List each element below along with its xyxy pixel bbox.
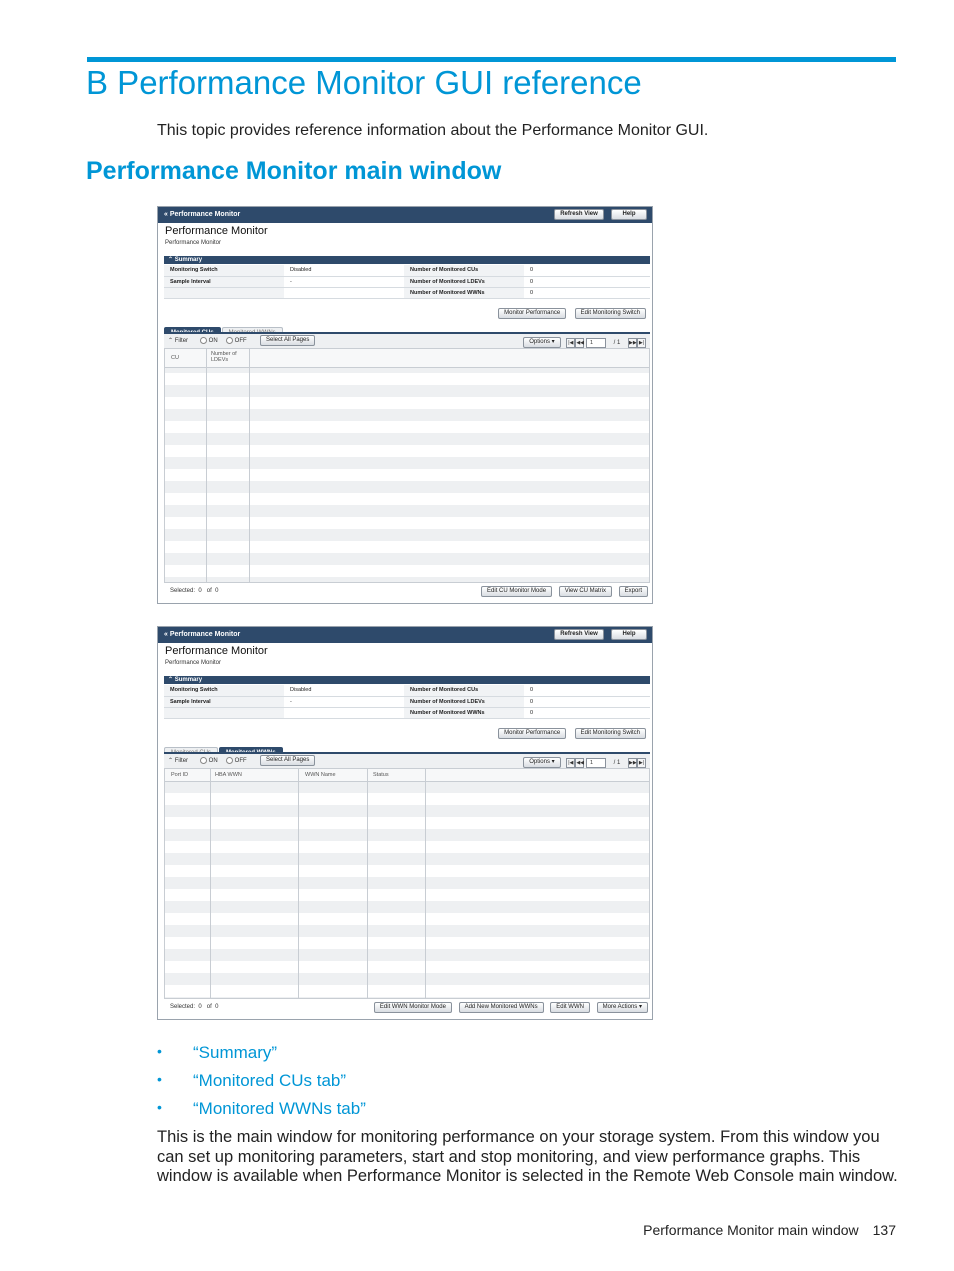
collapse-icon: ⌃ bbox=[168, 338, 174, 344]
monitored-wwns-label: Number of Monitored WWNs bbox=[404, 707, 524, 718]
last-page-icon[interactable]: ▶| bbox=[638, 759, 645, 766]
window-subheading: Performance Monitor bbox=[165, 660, 222, 666]
summary-table bbox=[164, 265, 650, 299]
page-total: / 1 bbox=[613, 339, 621, 346]
monitored-cus-label: Number of Monitored CUs bbox=[404, 265, 524, 276]
cu-table bbox=[164, 348, 650, 583]
table-footer bbox=[164, 1001, 650, 1015]
column-header[interactable]: WWN Name bbox=[305, 772, 336, 778]
help-button[interactable]: Help bbox=[611, 629, 647, 640]
bullet-icon: • bbox=[157, 1043, 162, 1059]
list-item bbox=[157, 1043, 366, 1071]
monitoring-switch-value: Disabled bbox=[284, 685, 404, 696]
edit-wwn-monitor-mode-button[interactable]: Edit WWN Monitor Mode bbox=[374, 1002, 452, 1013]
export-button[interactable]: Export bbox=[619, 586, 648, 597]
sample-interval-value: - bbox=[284, 696, 404, 707]
edit-wwn-button[interactable]: Edit WWN bbox=[550, 1002, 590, 1013]
monitored-wwns-label: Number of Monitored WWNs bbox=[404, 287, 524, 298]
monitored-ldevs-label: Number of Monitored LDEVs bbox=[404, 276, 524, 287]
monitored-ldevs-value: 0 bbox=[524, 276, 650, 287]
edit-cu-monitor-mode-button[interactable]: Edit CU Monitor Mode bbox=[481, 586, 552, 597]
monitoring-switch-label: Monitoring Switch bbox=[164, 685, 284, 696]
screenshot-monitored-cus bbox=[157, 206, 653, 604]
monitoring-switch-value: Disabled bbox=[284, 265, 404, 276]
sample-interval-value: - bbox=[284, 276, 404, 287]
window-heading: Performance Monitor bbox=[165, 645, 268, 657]
list-item bbox=[157, 1099, 366, 1127]
window-title: « Performance Monitor bbox=[164, 631, 241, 638]
collapse-icon: ⌃ bbox=[168, 677, 174, 683]
window-titlebar bbox=[158, 207, 652, 223]
selected-count: Selected: 0 of 0 bbox=[170, 588, 219, 594]
wwn-table bbox=[164, 768, 650, 999]
monitored-ldevs-label: Number of Monitored LDEVs bbox=[404, 696, 524, 707]
more-actions-button[interactable]: More Actions ▾ bbox=[597, 1002, 648, 1013]
monitor-performance-button[interactable]: Monitor Performance bbox=[498, 308, 566, 319]
monitored-cus-tab-link[interactable]: “Monitored CUs tab” bbox=[193, 1071, 347, 1090]
bullet-icon: • bbox=[157, 1099, 162, 1115]
list-item bbox=[157, 1071, 366, 1099]
window-title: « Performance Monitor bbox=[164, 211, 241, 218]
first-page-icon[interactable]: |◀ bbox=[568, 339, 574, 346]
edit-monitoring-switch-button[interactable]: Edit Monitoring Switch bbox=[575, 728, 646, 739]
summary-header[interactable]: ⌃ Summary bbox=[164, 676, 650, 684]
link-list bbox=[157, 1043, 366, 1127]
table-header bbox=[165, 769, 649, 782]
radio-icon bbox=[226, 757, 233, 764]
collapse-icon: ⌃ bbox=[168, 257, 174, 263]
monitored-cus-label: Number of Monitored CUs bbox=[404, 685, 524, 696]
edit-monitoring-switch-button[interactable]: Edit Monitoring Switch bbox=[575, 308, 646, 319]
table-header bbox=[165, 349, 649, 368]
options-button[interactable]: Options ▾ bbox=[523, 337, 560, 348]
refresh-view-button[interactable]: Refresh View bbox=[554, 209, 604, 220]
monitored-ldevs-value: 0 bbox=[524, 696, 650, 707]
filter-off-radio[interactable]: OFF bbox=[226, 757, 247, 764]
monitored-cus-value: 0 bbox=[524, 265, 650, 276]
filter-off-radio[interactable]: OFF bbox=[226, 337, 247, 344]
table-footer bbox=[164, 585, 650, 599]
window-heading: Performance Monitor bbox=[165, 225, 268, 237]
intro-text: This topic provides reference information about the Performance Monitor GUI. bbox=[157, 122, 709, 139]
window-titlebar bbox=[158, 627, 652, 643]
page-input[interactable]: 1 bbox=[586, 338, 606, 348]
filter-toggle[interactable]: ⌃ Filter bbox=[168, 338, 189, 344]
filter-bar bbox=[164, 754, 650, 768]
help-button[interactable]: Help bbox=[611, 209, 647, 220]
monitored-wwns-value: 0 bbox=[524, 287, 650, 298]
options-button[interactable]: Options ▾ bbox=[523, 757, 560, 768]
pager bbox=[523, 757, 646, 768]
summary-link[interactable]: “Summary” bbox=[193, 1043, 278, 1062]
chapter-title: B Performance Monitor GUI reference bbox=[86, 64, 642, 101]
next-page-icon[interactable]: ▶▶ bbox=[629, 339, 637, 346]
monitoring-switch-label: Monitoring Switch bbox=[164, 265, 284, 276]
chapter-top-rule bbox=[87, 57, 896, 62]
page-input[interactable]: 1 bbox=[586, 758, 606, 768]
select-all-pages-button[interactable]: Select All Pages bbox=[260, 755, 315, 766]
column-header[interactable]: CU bbox=[171, 355, 179, 361]
column-header[interactable]: Port ID bbox=[171, 772, 189, 778]
column-header[interactable]: HBA WWN bbox=[215, 772, 242, 778]
monitor-performance-button[interactable]: Monitor Performance bbox=[498, 728, 566, 739]
prev-page-icon[interactable]: ◀◀ bbox=[576, 339, 585, 346]
pager bbox=[523, 337, 646, 348]
filter-bar bbox=[164, 334, 650, 348]
tab-strip bbox=[164, 321, 284, 332]
monitored-wwns-tab-link[interactable]: “Monitored WWNs tab” bbox=[193, 1099, 366, 1118]
collapse-icon: ⌃ bbox=[168, 758, 174, 764]
summary-table bbox=[164, 685, 650, 719]
first-page-icon[interactable]: |◀ bbox=[568, 759, 574, 766]
add-new-monitored-wwns-button[interactable]: Add New Monitored WWNs bbox=[459, 1002, 544, 1013]
column-header[interactable]: Number of LDEVs bbox=[211, 351, 237, 363]
page-footer bbox=[643, 1222, 896, 1238]
next-page-icon[interactable]: ▶▶ bbox=[629, 759, 637, 766]
summary-actions bbox=[494, 721, 646, 739]
bullet-icon: • bbox=[157, 1071, 162, 1087]
body-paragraph: This is the main window for monitoring performance on your storage system. From this window you can set up monitoring parameters, start and stop monitoring, and view performance graphs. This window is available when Performance Monitor is selected in the Remote Web Console main window. bbox=[157, 1128, 898, 1185]
summary-header[interactable]: ⌃ Summary bbox=[164, 256, 650, 264]
prev-page-icon[interactable]: ◀◀ bbox=[576, 759, 585, 766]
select-all-pages-button[interactable]: Select All Pages bbox=[260, 335, 315, 346]
radio-icon bbox=[226, 337, 233, 344]
selected-count: Selected: 0 of 0 bbox=[170, 1004, 219, 1010]
filter-toggle[interactable]: ⌃ Filter bbox=[168, 758, 189, 764]
filter-on-radio[interactable]: ON bbox=[200, 757, 218, 764]
monitored-cus-value: 0 bbox=[524, 685, 650, 696]
column-header[interactable]: Status bbox=[373, 772, 389, 778]
radio-icon bbox=[200, 337, 207, 344]
radio-icon bbox=[200, 757, 207, 764]
page-total: / 1 bbox=[613, 759, 621, 766]
last-page-icon[interactable]: ▶| bbox=[638, 339, 645, 346]
filter-on-radio[interactable]: ON bbox=[200, 337, 218, 344]
screenshot-monitored-wwns bbox=[157, 626, 653, 1020]
refresh-view-button[interactable]: Refresh View bbox=[554, 629, 604, 640]
section-title: Performance Monitor main window bbox=[86, 157, 502, 185]
footer-section: Performance Monitor main window bbox=[643, 1222, 859, 1238]
sample-interval-label: Sample Interval bbox=[164, 276, 284, 287]
view-cu-matrix-button[interactable]: View CU Matrix bbox=[559, 586, 612, 597]
tab-strip bbox=[164, 741, 284, 752]
page-number: 137 bbox=[872, 1222, 896, 1238]
monitored-wwns-value: 0 bbox=[524, 707, 650, 718]
sample-interval-label: Sample Interval bbox=[164, 696, 284, 707]
summary-actions bbox=[494, 301, 646, 319]
window-subheading: Performance Monitor bbox=[165, 240, 222, 246]
